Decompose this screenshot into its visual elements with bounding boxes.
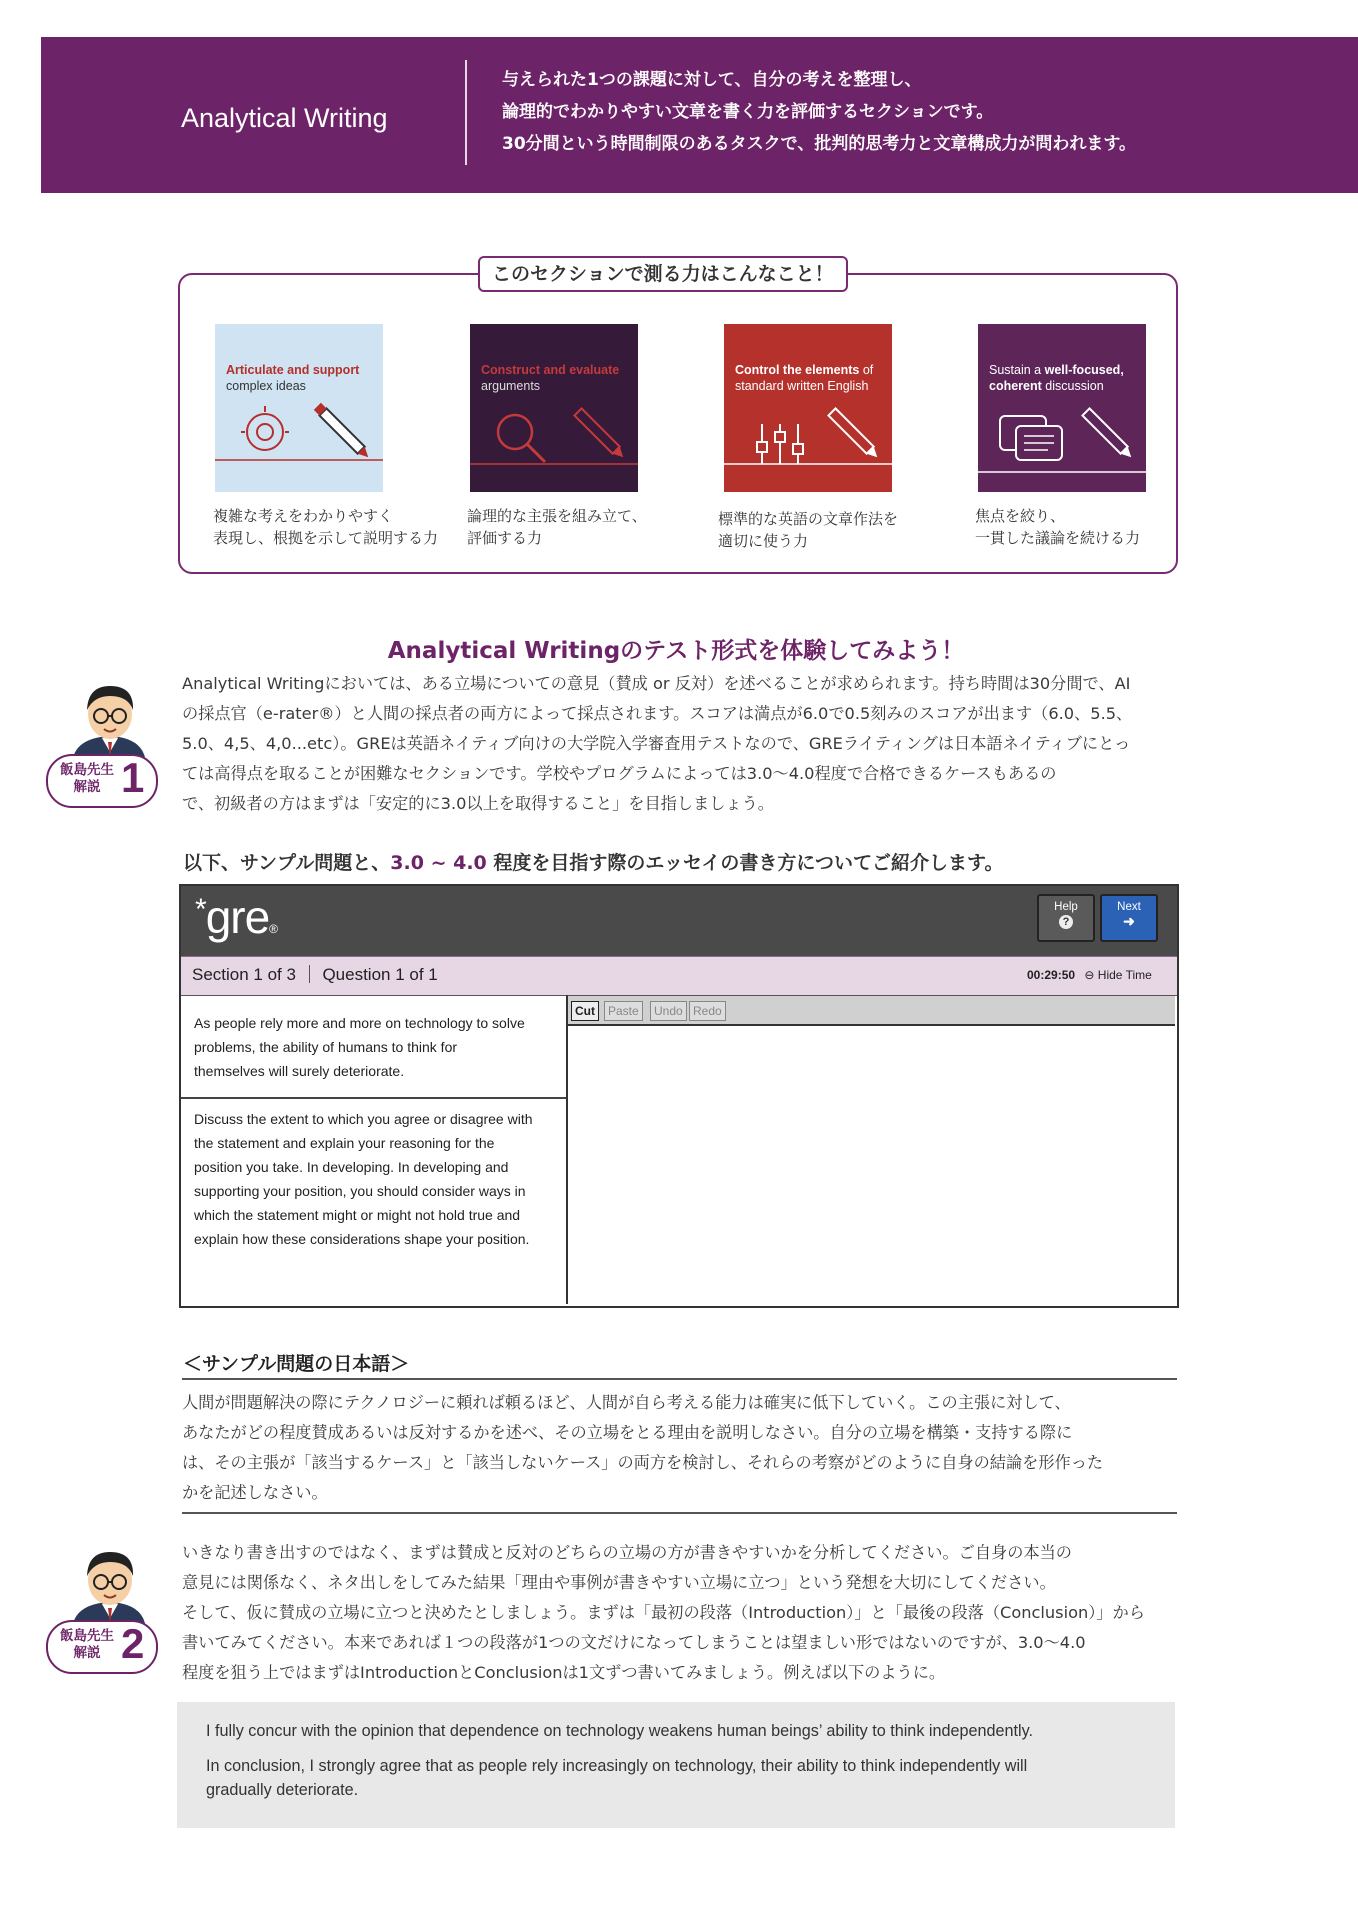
- teacher-badge-1: [42, 676, 162, 806]
- intro-paragraph: Analytical Writingにおいては、ある立場についての意見（賛成 or 反対）を述べることが求められます。持ち時間は30分間で、AI の採点官（e-rater®）と人間の採点者の両方によって採点されます。スコアは満点が6.0で0.5刻みのスコアが出ます（6.0、5.5、 5.0、4,5、4,0...etc）。GREは英語ネイティブ向けの大学院入学審査用テストなので、GREライティングは日本語ネイティブにとっ ては高得点を取ることが困難なセクションです。学校やプログラムによっては3.0〜4.0程度で合格できるケースもあるの で、初級者の方はまずは「安定的に3.0以上を取得すること」を目指しましょう。: [182, 674, 1133, 813]
- badge-number: 2: [121, 1620, 145, 1667]
- card-text: Sustain a: [989, 363, 1042, 377]
- minus-circle-icon: ⊖: [1084, 968, 1095, 982]
- divider: [182, 1512, 1177, 1514]
- card-text: of standard written English: [735, 363, 874, 393]
- sample-subheading: 以下、サンプル問題と、3.0 ~ 4.0 程度を目指す際のエッセイの書き方についてご紹介します。: [183, 852, 1004, 874]
- skills-label: このセクションで測る力はこんなこと！: [478, 256, 848, 292]
- redo-button[interactable]: Redo: [689, 1001, 726, 1021]
- arrow-right-icon: ➜: [1123, 913, 1135, 929]
- translation-paragraph: 人間が問題解決の際にテクノロジーに頼れば頼るほど、人間が自ら考える能力は確実に低下していく。この主張に対して、 あなたがどの程度賛成あるいは反対するかを述べ、その立場をとる理由を説明しなさい。自分の立場を構築・支持する際に は、その主張が「該当するケース」と「該当しないケース」の両方を検討し、それらの考察がどのように自身の結論を形作った かを記述しなさい。: [182, 1393, 1104, 1502]
- magnifier-pen-icon: [470, 324, 638, 492]
- gre-test-screen: [179, 884, 1179, 1308]
- paste-button[interactable]: Paste: [604, 1001, 643, 1021]
- card-text: arguments: [481, 379, 541, 393]
- card-heading: Control the elements: [735, 363, 860, 377]
- advice-paragraph: いきなり書き出すのではなく、まずは賛成と反対のどちらの立場の方が書きやすいかを分析してください。ご自身の本当の 意見には関係なく、ネタ出しをしてみた結果「理由や事例が書きやすい立場に立つ」という発想を大切にしてください。 そして、仮に賛成の立場に立つと決めたとしましょう。まずは「最初の段落（Introduction）」と「最後の段落（Conclusion）」から 書いてみてください。本来であれば１つの段落が1つの文だけになってしまうことは望ましい形ではないのですが、3.0〜4.0 程度を狙う上ではまずはIntroductionとConclusionは1文ずつ書いてみましょう。例えば以下のように。: [182, 1543, 1145, 1682]
- translation-title: ＜サンプル問題の日本語＞: [183, 1353, 410, 1375]
- question-mark-icon: ?: [1059, 915, 1073, 929]
- undo-button[interactable]: Undo: [650, 1001, 687, 1021]
- section-title: Analytical Writing: [181, 103, 388, 133]
- question-prompt: As people rely more and more on technology to solve problems, the ability of humans to think for themselves will surely deteriorate.: [194, 1015, 525, 1079]
- header-divider: [465, 60, 467, 165]
- skill-card-sustain: [978, 324, 1146, 492]
- card-heading: Articulate and support: [226, 363, 360, 377]
- header-line: 30分間という時間制限のあるタスクで、批判的思考力と文章構成力が問われます。: [502, 134, 1136, 154]
- skill-card-control: [724, 324, 892, 492]
- teacher-avatar-icon: [42, 676, 162, 766]
- card-text: discussion: [1045, 379, 1104, 393]
- teacher-avatar-icon: [42, 1542, 162, 1632]
- skill-caption: 複雑な考えをわかりやすく 表現し、根拠を示して説明する力: [213, 507, 439, 547]
- gre-status-bar: [181, 956, 1177, 996]
- teacher-label-bubble: 飯島先生 解説 2: [46, 1620, 158, 1674]
- next-button[interactable]: Next ➜: [1100, 894, 1158, 942]
- header-line: 与えられた1つの課題に対して、自分の考えを整理し、: [502, 70, 922, 90]
- skill-caption: 標準的な英語の文章作法を 適切に使う力: [718, 510, 899, 550]
- editor-toolbar: [568, 996, 1175, 1026]
- speech-bubbles-pen-icon: [978, 324, 1146, 492]
- card-text: complex ideas: [226, 379, 306, 393]
- teacher-label-bubble: 飯島先生 解説 1: [46, 754, 158, 808]
- question-panel: [181, 995, 568, 1304]
- skill-caption: 論理的な主張を組み立て、 評価する力: [467, 507, 647, 547]
- sliders-pen-icon: [724, 324, 892, 492]
- badge-number: 1: [121, 754, 145, 801]
- teacher-badge-2: [42, 1542, 162, 1672]
- hide-time-toggle[interactable]: ⊖ Hide Time: [1084, 968, 1152, 982]
- gre-top-bar: [181, 886, 1177, 956]
- timer: 00:29:50: [1027, 968, 1076, 982]
- status-divider: [309, 965, 310, 983]
- skill-card-construct: [470, 324, 638, 492]
- section-counter: Section 1 of 3: [192, 965, 296, 984]
- example-sentences-box: [177, 1702, 1175, 1828]
- card-heading: well-focused, coherent: [989, 363, 1124, 393]
- example-introduction: I fully concur with the opinion that dependence on technology weakens human beings’ ability to think independently.: [206, 1722, 1034, 1740]
- example-conclusion: In conclusion, I strongly agree that as people rely increasingly on technology, their ability to think independently will gradually deteriorate.: [206, 1757, 1028, 1799]
- question-instructions: Discuss the extent to which you agree or disagree with the statement and explain your reasoning for the position you take. In developing. In developing and supporting your position, you should consider ways in which the statement might or might not hold true and explain how these considerations shape your position.: [194, 1111, 533, 1247]
- divider: [182, 1378, 1177, 1380]
- skill-card-articulate: [215, 324, 383, 492]
- gre-logo: *gre®: [195, 891, 278, 943]
- header-banner: [41, 37, 1358, 193]
- skill-caption: 焦点を絞り、 一貫した議論を続ける力: [975, 507, 1141, 547]
- lightbulb-pen-icon: [215, 324, 383, 492]
- header-line: 論理的でわかりやすい文章を書く力を評価するセクションです。: [502, 102, 994, 122]
- card-heading: Construct and evaluate: [481, 363, 620, 377]
- panel-divider: [181, 1097, 566, 1099]
- cut-button[interactable]: Cut: [571, 1001, 599, 1021]
- help-button[interactable]: Help ?: [1037, 894, 1095, 942]
- header-description: [502, 64, 1322, 160]
- test-format-heading: Analytical Writingのテスト形式を体験してみよう！: [387, 638, 965, 664]
- essay-input[interactable]: [568, 1026, 1175, 1304]
- question-counter: Question 1 of 1: [322, 965, 438, 984]
